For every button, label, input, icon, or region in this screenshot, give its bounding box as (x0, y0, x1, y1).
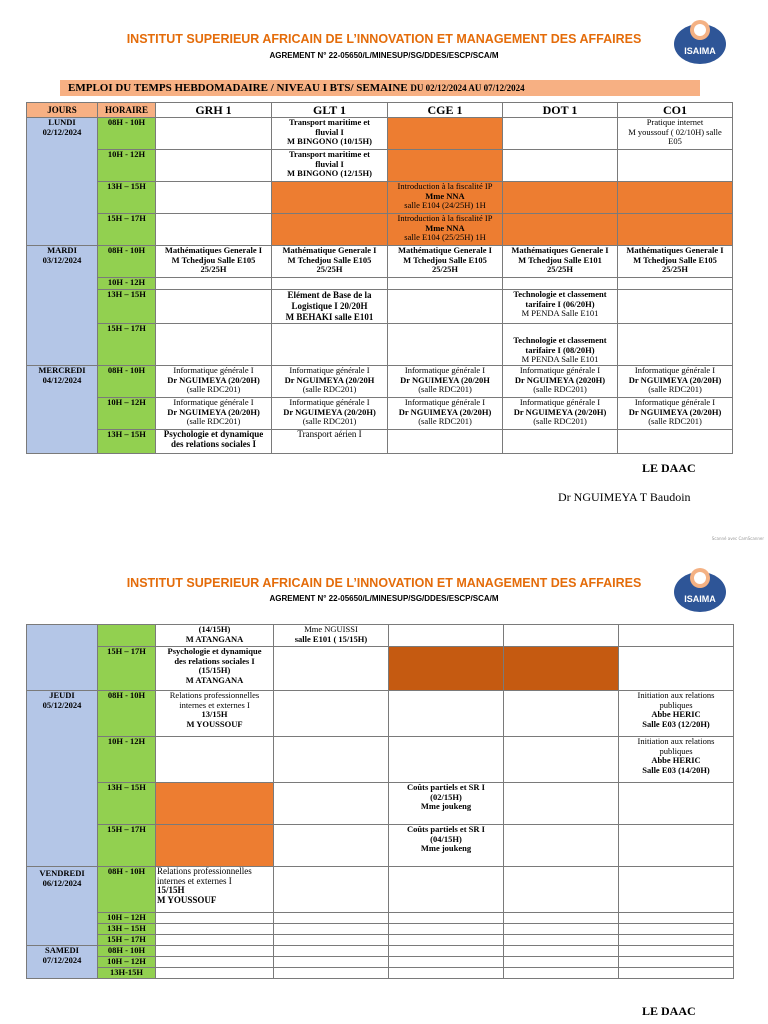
course-cell (618, 278, 733, 290)
hour-slot: 10H – 12H (98, 957, 156, 968)
course-cell-blocked (272, 182, 388, 214)
institute-title: INSTITUT SUPERIEUR AFRICAIN DE L’INNOVATION ET MANAGEMENT DES AFFAIRES (126, 32, 642, 46)
col-header-horaire: HORAIRE (98, 103, 156, 118)
course-cell: Relations professionnelles internes et externes I 15/15H M YOUSSOUF (156, 867, 274, 913)
schedule-banner (60, 80, 700, 96)
day-vendredi: VENDREDI 06/12/2024 (27, 867, 98, 946)
course-cell (389, 691, 504, 737)
schedule-page-2 (0, 560, 768, 1024)
signature-role: LE DAAC (642, 1004, 696, 1018)
course-cell (274, 968, 389, 979)
course-cell (156, 278, 272, 290)
course-cell (272, 324, 388, 366)
course-cell: Mathématiques Generale I M Tchedjou Salle E105 25/25H (618, 246, 733, 278)
hour-slot: 13H-15H (98, 968, 156, 979)
course-cell (156, 946, 274, 957)
day-jeudi: JEUDI 05/12/2024 (27, 691, 98, 867)
course-cell (389, 737, 504, 783)
course-cell (504, 737, 619, 783)
hour-slot: 10H - 12H (98, 278, 156, 290)
col-header-grh1: GRH 1 (156, 103, 272, 118)
course-cell (274, 691, 389, 737)
course-cell-blocked (156, 825, 274, 867)
course-cell: Informatique générale I Dr NGUIMEYA (20/20H (salle RDC201) (388, 366, 503, 398)
signature-name: Dr NGUIMEYA T Baudoin (558, 490, 691, 504)
course-cell (274, 913, 389, 924)
day-samedi: SAMEDI 07/12/2024 (27, 946, 98, 979)
course-cell: Pratique internet M youssouf ( 02/10H) salle E05 (618, 118, 733, 150)
hour-slot: 15H – 17H (98, 935, 156, 946)
course-cell: Introduction à la fiscalité IP Mme NNA salle E104 (24/25H) 1H (388, 182, 503, 214)
banner-title: EMPLOI DU TEMPS HEBDOMADAIRE / NIVEAU I BTS/ SEMAINE (68, 82, 408, 94)
hour-slot: 13H – 15H (98, 783, 156, 825)
course-cell-blocked (388, 118, 503, 150)
course-cell (618, 324, 733, 366)
course-cell (388, 430, 503, 454)
course-cell (618, 430, 733, 454)
course-cell (619, 825, 734, 867)
course-cell: Informatique générale I Dr NGUIMEYA (20/20H (salle RDC201) (272, 366, 388, 398)
col-header-co1: CO1 (618, 103, 733, 118)
course-cell: Mme NGUISSI salle E101 ( 15/15H) (274, 625, 389, 647)
hour-slot: 15H – 17H (98, 825, 156, 867)
course-cell (504, 946, 619, 957)
course-cell (388, 324, 503, 366)
course-cell (274, 783, 389, 825)
course-cell (503, 150, 618, 182)
course-cell-blocked (156, 783, 274, 825)
signature-role: LE DAAC (642, 461, 696, 475)
course-cell (156, 935, 274, 946)
course-cell: Transport maritime et fluvial I M BINGONO (10/15H) (272, 118, 388, 150)
timetable-week-part2 (26, 624, 734, 979)
course-cell: Informatique générale I Dr NGUIMEYA (20/20H) (salle RDC201) (388, 398, 503, 430)
course-cell (504, 968, 619, 979)
hour-slot: 08H - 10H (98, 118, 156, 150)
course-cell (504, 957, 619, 968)
course-cell: Initiation aux relations publiques Abbe HERIC Salle E03 (12/20H) (619, 691, 734, 737)
course-cell (504, 691, 619, 737)
course-cell (619, 647, 734, 691)
course-cell (274, 867, 389, 913)
course-cell: Coûts partiels et SR I (02/15H) Mme joukeng (389, 783, 504, 825)
course-cell: Mathématique Generale I M Tchedjou Salle E105 25/25H (388, 246, 503, 278)
course-cell: Informatique générale I Dr NGUIMEYA (20/20H) (salle RDC201) (272, 398, 388, 430)
hour-slot: 15H – 17H (98, 214, 156, 246)
course-cell-blocked (388, 150, 503, 182)
course-cell (389, 968, 504, 979)
course-cell (388, 278, 503, 290)
course-cell (274, 957, 389, 968)
course-cell (274, 825, 389, 867)
course-cell: Informatique générale I Dr NGUIMEYA (20/20H) (salle RDC201) (156, 398, 272, 430)
institute-title: INSTITUT SUPERIEUR AFRICAIN DE L’INNOVATION ET MANAGEMENT DES AFFAIRES (126, 576, 642, 590)
course-cell (156, 737, 274, 783)
course-cell (156, 182, 272, 214)
course-cell (389, 935, 504, 946)
course-cell (274, 924, 389, 935)
day-mercredi-cont (27, 625, 98, 691)
course-cell (619, 935, 734, 946)
course-cell (619, 968, 734, 979)
course-cell (389, 957, 504, 968)
course-cell (503, 278, 618, 290)
svg-text:ISAIMA: ISAIMA (684, 594, 716, 604)
course-cell (156, 924, 274, 935)
course-cell: Relations professionnelles internes et externes I 13/15H M YOUSSOUF (156, 691, 274, 737)
course-cell: Informatique générale I Dr NGUIMEYA (20/20H) (salle RDC201) (618, 398, 733, 430)
col-header-cge1: CGE 1 (388, 103, 503, 118)
isaima-logo-icon (672, 562, 728, 614)
scan-watermark: Scanné avec CamScanner (711, 536, 764, 541)
day-lundi: LUNDI 02/12/2024 (27, 118, 98, 246)
course-cell: Introduction à la fiscalité IP Mme NNA salle E104 (25/25H) 1H (388, 214, 503, 246)
course-cell-blocked (389, 647, 504, 691)
course-cell (274, 935, 389, 946)
hour-slot: 13H – 15H (98, 924, 156, 935)
course-cell (389, 924, 504, 935)
course-cell (504, 924, 619, 935)
course-cell: Elément de Base de la Logistique I 20/20H M BEHAKI salle E101 (272, 290, 388, 324)
hour-slot: 08H - 10H (98, 691, 156, 737)
course-cell (274, 647, 389, 691)
col-header-jours: JOURS (27, 103, 98, 118)
course-cell: Transport maritime et fluvial I M BINGONO (12/15H) (272, 150, 388, 182)
hour-slot: 10H – 12H (98, 398, 156, 430)
course-cell-blocked (618, 182, 733, 214)
hour-slot: 10H - 12H (98, 150, 156, 182)
course-cell (156, 214, 272, 246)
agrement-number: AGREMENT N° 22-05650/L/MINESUP/SG/DDES/ESCP/SCA/M (269, 51, 499, 60)
course-cell: Initiation aux relations publiques Abbe HERIC Salle E03 (14/20H) (619, 737, 734, 783)
course-cell-blocked (618, 214, 733, 246)
course-cell: Psychologie et dynamique des relations sociales I (156, 430, 272, 454)
course-cell: Informatique générale I Dr NGUIMEYA (20/20H) (salle RDC201) (503, 398, 618, 430)
course-cell (619, 946, 734, 957)
course-cell: Mathématiques Generale I M Tchedjou Salle E101 25/25H (503, 246, 618, 278)
course-cell (274, 946, 389, 957)
course-cell (388, 290, 503, 324)
course-cell (619, 924, 734, 935)
course-cell (619, 913, 734, 924)
course-cell-blocked (272, 214, 388, 246)
course-cell (156, 913, 274, 924)
course-cell (503, 118, 618, 150)
hour-slot: 08H - 10H (98, 246, 156, 278)
course-cell: Psychologie et dynamique des relations sociales I (15/15H) M ATANGANA (156, 647, 274, 691)
course-cell: Informatique générale I Dr NGUIMEYA (2020H) (salle RDC201) (503, 366, 618, 398)
hour-slot: 13H – 15H (98, 430, 156, 454)
course-cell (619, 625, 734, 647)
hour-slot: 10H – 12H (98, 913, 156, 924)
isaima-logo-icon (672, 14, 728, 66)
timetable-week-part1 (26, 102, 733, 454)
course-cell (274, 737, 389, 783)
course-cell-blocked (503, 214, 618, 246)
course-cell-blocked (503, 182, 618, 214)
course-cell (504, 783, 619, 825)
course-cell: (14/15H) M ATANGANA (156, 625, 274, 647)
course-cell (618, 150, 733, 182)
course-cell (156, 290, 272, 324)
course-cell: Informatique générale I Dr NGUIMEYA (20/20H) (salle RDC201) (618, 366, 733, 398)
course-cell: Transport aérien I (272, 430, 388, 454)
course-cell: Informatique générale I Dr NGUIMEYA (20/20H) (salle RDC201) (156, 366, 272, 398)
course-cell: Mathématiques Generale I M Tchedjou Salle E105 25/25H (156, 246, 272, 278)
course-cell: Mathématique Generale I M Tchedjou Salle E105 25/25H (272, 246, 388, 278)
hour-slot: 08H - 10H (98, 366, 156, 398)
svg-text:ISAIMA: ISAIMA (684, 46, 716, 56)
course-cell (156, 957, 274, 968)
col-header-glt1: GLT 1 (272, 103, 388, 118)
course-cell (156, 150, 272, 182)
hour-slot (98, 625, 156, 647)
course-cell (504, 867, 619, 913)
course-cell (504, 913, 619, 924)
course-cell (156, 118, 272, 150)
course-cell (389, 913, 504, 924)
hour-slot: 08H - 10H (98, 867, 156, 913)
hour-slot: 15H – 17H (98, 324, 156, 366)
course-cell: Coûts partiels et SR I (04/15H) Mme joukeng (389, 825, 504, 867)
course-cell (389, 625, 504, 647)
course-cell (272, 278, 388, 290)
day-mercredi: MERCREDI 04/12/2024 (27, 366, 98, 454)
course-cell: Technologie et classement tarifaire I (06/20H) M PENDA Salle E101 (503, 290, 618, 324)
banner-dates: DU 02/12/2024 AU 07/12/2024 (410, 83, 525, 93)
hour-slot: 13H – 15H (98, 182, 156, 214)
agrement-number: AGREMENT N° 22-05650/L/MINESUP/SG/DDES/ESCP/SCA/M (269, 594, 499, 603)
course-cell (389, 867, 504, 913)
hour-slot: 13H – 15H (98, 290, 156, 324)
course-cell (504, 625, 619, 647)
hour-slot: 10H - 12H (98, 737, 156, 783)
course-cell (389, 946, 504, 957)
course-cell (618, 290, 733, 324)
course-cell (156, 968, 274, 979)
course-cell (619, 783, 734, 825)
hour-slot: 08H - 10H (98, 946, 156, 957)
course-cell (619, 957, 734, 968)
course-cell (619, 867, 734, 913)
course-cell (156, 324, 272, 366)
course-cell: Technologie et classement tarifaire I (08/20H) M PENDA Salle E101 (503, 324, 618, 366)
day-mardi: MARDI 03/12/2024 (27, 246, 98, 366)
course-cell (503, 430, 618, 454)
col-header-dot1: DOT 1 (503, 103, 618, 118)
course-cell (504, 935, 619, 946)
course-cell (504, 825, 619, 867)
course-cell-blocked (504, 647, 619, 691)
hour-slot: 15H – 17H (98, 647, 156, 691)
